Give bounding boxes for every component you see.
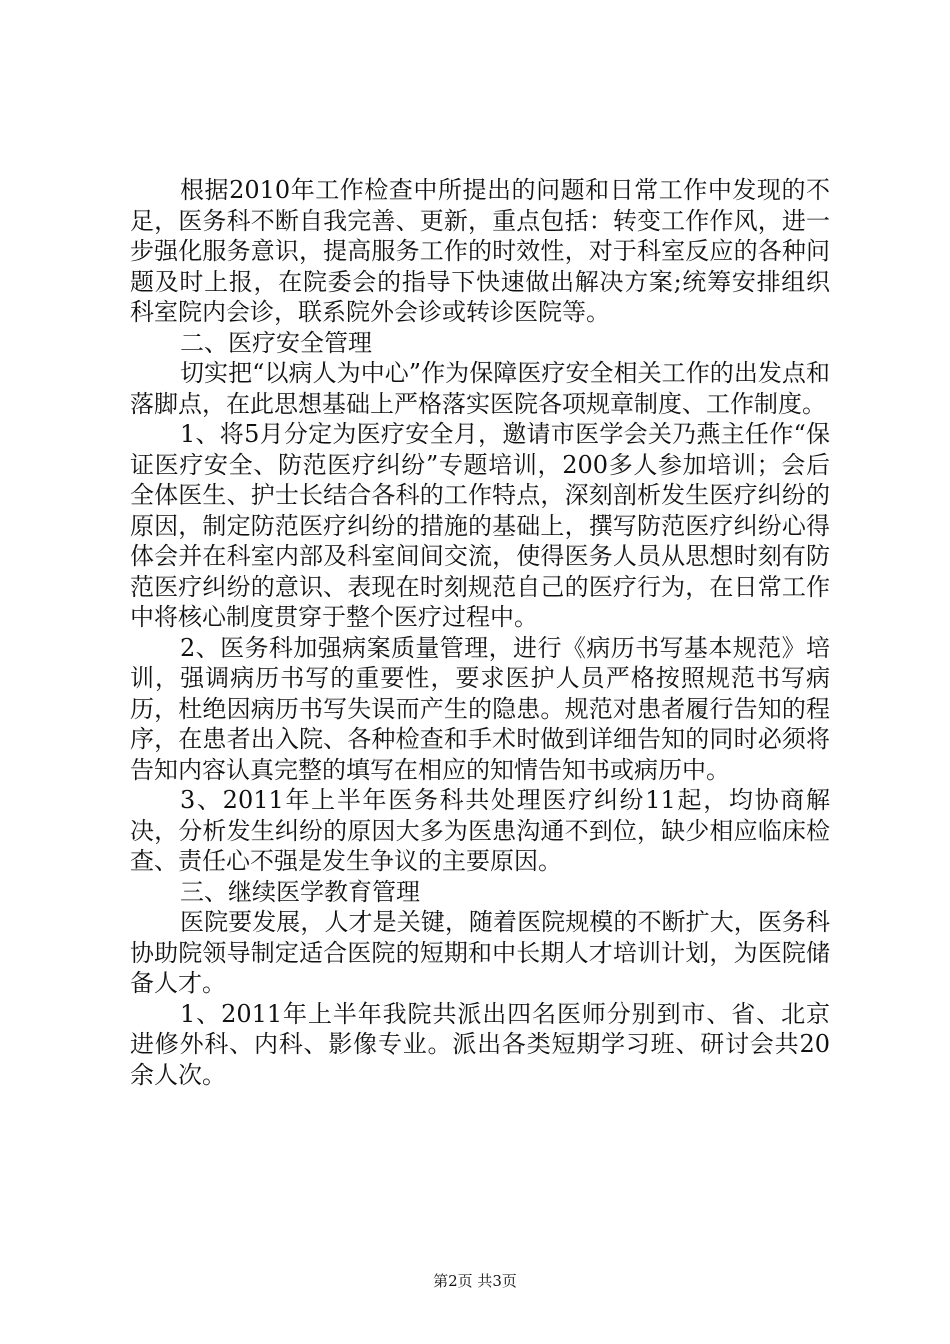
section-heading-continuing-education: 三、继续医学教育管理	[180, 877, 420, 906]
paragraph-summary: 根据2010年工作检查中所提出的问题和日常工作中发现的不足，医务科不断自我完善、更新，重点包括：转变工作作风，进一步强化服务意识，提高服务工作的时效性，对于科室反应的各种问题及时上报，在院委会的指导下快速做出解决方案;统筹安排组织科室院内会诊，联系院外会诊或转诊医院等。	[130, 176, 830, 326]
document-body	[130, 175, 830, 1090]
page-number-footer: 第2页 共3页	[433, 1272, 517, 1290]
paragraph-training: 1、2011年上半年我院共派出四名医师分别到市、省、北京进修外科、内科、影像专业。派出各类短期学习班、研讨会共20余人次。	[130, 999, 830, 1089]
paragraph-talent: 医院要发展，人才是关键，随着医院规模的不断扩大，医务科协助院领导制定适合医院的短期和中长期人才培训计划，为医院储备人才。	[130, 908, 830, 997]
paragraph-disputes: 3、2011年上半年医务科共处理医疗纠纷11起，均协商解决，分析发生纠纷的原因大多为医患沟通不到位，缺少相应临床检查、责任心不强是发生争议的主要原因。	[130, 786, 830, 875]
paragraph-medical-records: 2、医务科加强病案质量管理，进行《病历书写基本规范》培训，强调病历书写的重要性，要求医护人员严格按照规范书写病历，杜绝因病历书写失误而产生的隐患。规范对患者履行告知的程序，在患者出入院、各种检查和手术时做到详细告知的同时必须将告知内容认真完整的填写在相应的知情告知书或病历中。	[130, 633, 830, 784]
paragraph-patient-centered: 切实把“以病人为中心”作为保障医疗安全相关工作的出发点和落脚点，在此思想基础上严格落实医院各项规章制度、工作制度。	[130, 359, 830, 418]
section-heading-medical-safety: 二、医疗安全管理	[180, 328, 372, 357]
paragraph-safety-month: 1、将5月分定为医疗安全月，邀请市医学会关乃燕主任作“保证医疗安全、防范医疗纠纷”专题培训，200多人参加培训；会后全体医生、护士长结合各科的工作特点，深刻剖析发生医疗纠纷的原因，制定防范医疗纠纷的措施的基础上，撰写防范医疗纠纷心得体会并在科室内部及科室间间交流，使得医务人员从思想时刻有防范医疗纠纷的意识、表现在时刻规范自己的医疗行为，在日常工作中将核心制度贯穿于整个医疗过程中。	[130, 420, 830, 631]
